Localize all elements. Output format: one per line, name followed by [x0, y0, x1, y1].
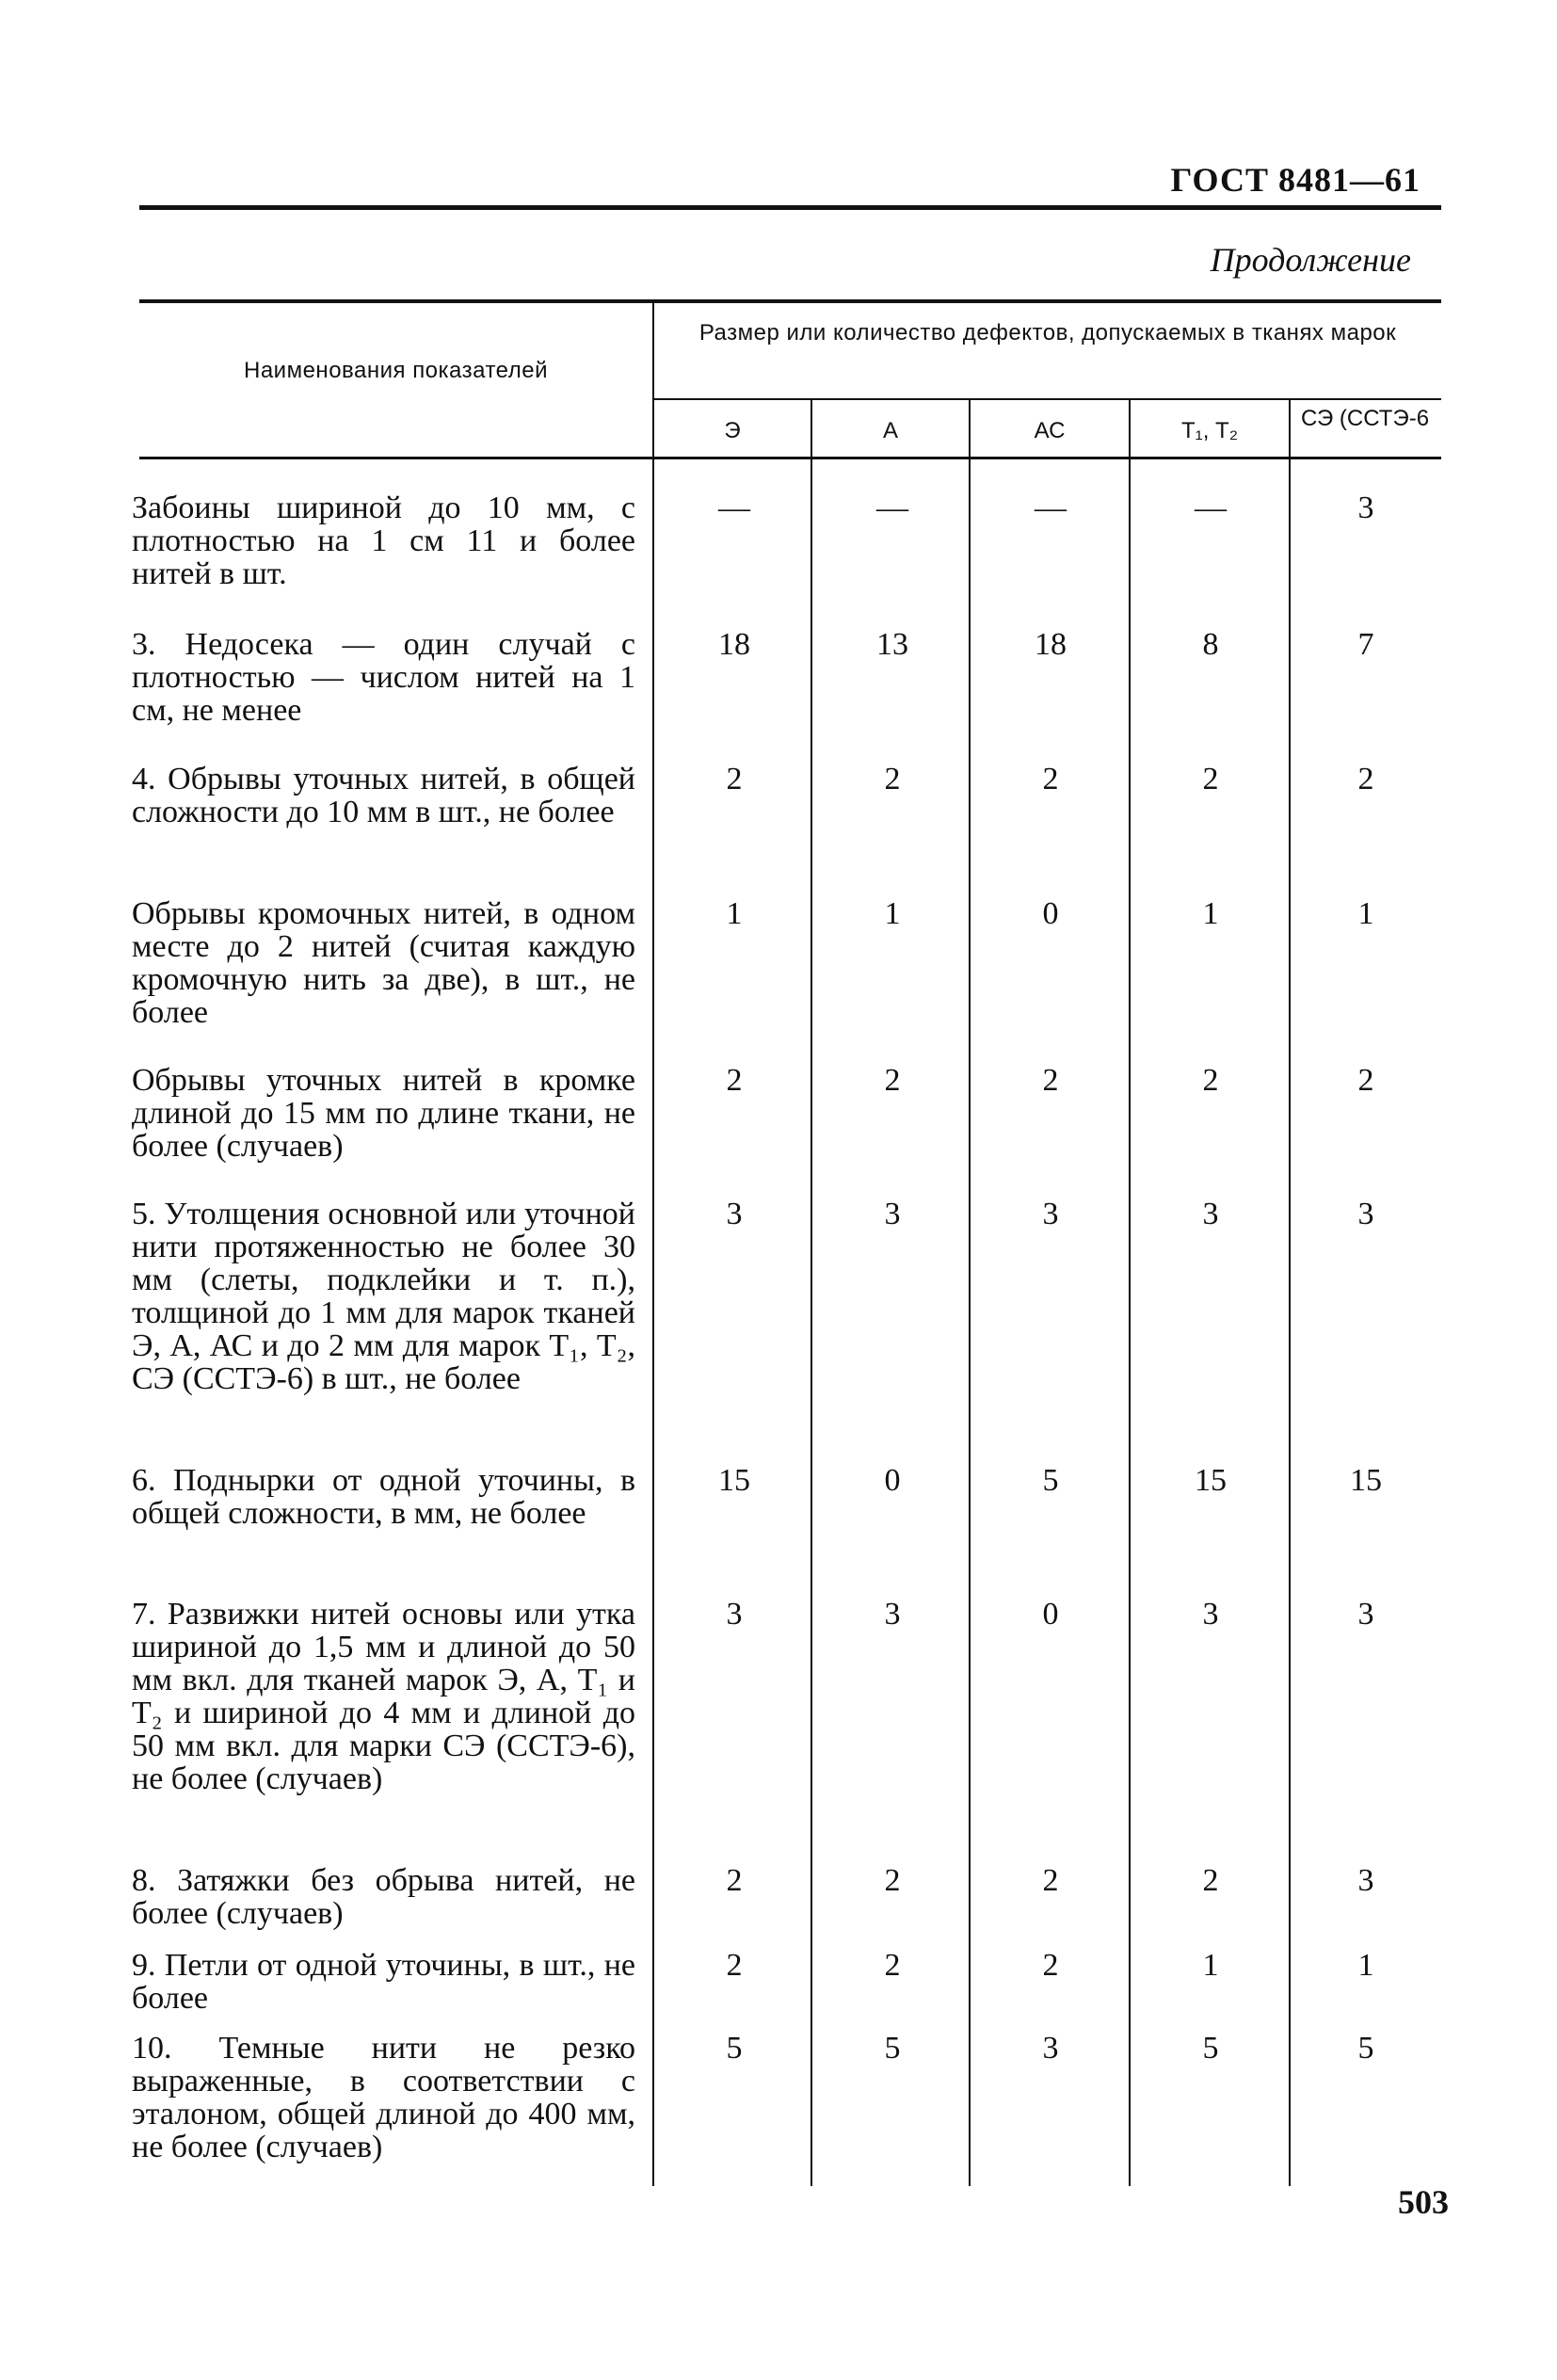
value-se: 15: [1350, 1463, 1382, 1498]
value-a: 13: [876, 627, 908, 662]
indicator-name: Обрывы кромочных нитей, в одном месте до 2 нитей (считая каждую кромочную нить за две), в шт., не более: [132, 896, 635, 1030]
header-rule: [139, 205, 1441, 210]
value-t1-t2: 1: [1202, 896, 1219, 931]
value-t1-t2: 5: [1202, 2031, 1219, 2066]
value-as: 18: [1035, 627, 1067, 662]
value-t1-t2: 2: [1202, 762, 1219, 796]
value-a: 2: [884, 762, 901, 796]
indicator-name: Забоины шириной до 10 мм, с плотностью на 1 см 11 и более нитей в шт.: [132, 490, 635, 591]
column-divider: [969, 400, 971, 2186]
value-as: 2: [1042, 1063, 1059, 1098]
value-a: 5: [884, 2031, 901, 2066]
value-t1-t2: 8: [1202, 627, 1219, 662]
value-se: 1: [1357, 896, 1374, 931]
indicator-name: Обрывы уточных нитей в кромке длиной до 15 мм по длине ткани, не более (случаев): [132, 1063, 635, 1164]
value-se: 3: [1357, 1197, 1374, 1231]
value-se: 2: [1357, 762, 1374, 796]
value-as: 3: [1042, 2031, 1059, 2066]
document-code: ГОСТ 8481—61: [1170, 161, 1421, 199]
value-e: —: [718, 490, 750, 525]
indicator-name: 6. Поднырки от одной уточины, в общей сложности, в мм, не более: [132, 1463, 635, 1531]
value-a: 0: [884, 1463, 901, 1498]
value-t1-t2: 2: [1202, 1863, 1219, 1898]
column-header-defect-size: Размер или количество дефектов, допускаемых в тканях марок: [698, 320, 1397, 346]
value-t1-t2: —: [1195, 490, 1227, 525]
value-a: —: [876, 490, 908, 525]
indicator-name: 8. Затяжки без обрыва нитей, не более (случаев): [132, 1863, 635, 1931]
value-as: —: [1035, 490, 1067, 525]
value-e: 15: [718, 1463, 750, 1498]
value-e: 1: [726, 896, 743, 931]
indicator-name: 10. Темные нити не резко выраженные, в соответствии с эталоном, общей длиной до 400 мм, не более (случаев): [132, 2031, 635, 2164]
value-a: 1: [884, 896, 901, 931]
value-as: 2: [1042, 762, 1059, 796]
value-as: 3: [1042, 1197, 1059, 1231]
grade-header-t1-t2: Т₁, Т₂: [1180, 418, 1239, 443]
value-se: 3: [1357, 1597, 1374, 1632]
value-as: 2: [1042, 1948, 1059, 1983]
value-e: 2: [726, 762, 743, 796]
value-se: 1: [1357, 1948, 1374, 1983]
page-number: 503: [1398, 2183, 1449, 2221]
value-as: 2: [1042, 1863, 1059, 1898]
indicator-name: 4. Обрывы уточных нитей, в общей сложности до 10 мм в шт., не более: [132, 762, 635, 829]
value-t1-t2: 3: [1202, 1197, 1219, 1231]
value-as: 0: [1042, 1597, 1059, 1632]
value-e: 18: [718, 627, 750, 662]
header-bottom-rule: [139, 457, 1441, 459]
indicator-name: 3. Недосека — один случай с плотностью — числом нитей на 1 см, не менее: [132, 627, 635, 728]
continuation-label: Продолжение: [1210, 241, 1411, 279]
value-t1-t2: 1: [1202, 1948, 1219, 1983]
grade-header-e: Э: [724, 418, 741, 443]
indicator-name: 9. Петли от одной уточины, в шт., не более: [132, 1948, 635, 2016]
grade-header-as: АС: [1034, 418, 1066, 443]
value-as: 5: [1042, 1463, 1059, 1498]
value-a: 2: [884, 1863, 901, 1898]
column-divider: [1289, 400, 1291, 2186]
indicator-name: 5. Утолщения основной или уточной нити протяженностью не более 30 мм (слеты, подклейки и т. п.), толщиной до 1 мм для марок тканей Э, А, АС и до 2 мм для марок Т₁, Т₂, СЭ (ССТЭ-6) в шт., не более: [132, 1197, 635, 1396]
value-a: 3: [884, 1197, 901, 1231]
value-e: 2: [726, 1863, 743, 1898]
value-as: 0: [1042, 896, 1059, 931]
value-se: 7: [1357, 627, 1374, 662]
value-e: 5: [726, 2031, 743, 2066]
column-divider: [1129, 400, 1131, 2186]
indicator-name: 7. Развижки нитей основы или утка шириной до 1,5 мм и длиной до 50 мм вкл. для тканей марок Э, А, Т₁ и Т₂ и шириной до 4 мм и длиной до 50 мм вкл. для марки СЭ (ССТЭ-6), не более (случаев): [132, 1597, 635, 1796]
value-se: 5: [1357, 2031, 1374, 2066]
grade-header-se: СЭ (ССТЭ-6: [1300, 406, 1430, 431]
grade-header-a: А: [882, 418, 898, 443]
column-divider: [811, 400, 812, 2186]
column-divider: [652, 303, 654, 2186]
value-e: 3: [726, 1597, 743, 1632]
value-a: 3: [884, 1597, 901, 1632]
value-t1-t2: 2: [1202, 1063, 1219, 1098]
column-header-indicators: Наименования показателей: [244, 358, 548, 383]
value-e: 2: [726, 1063, 743, 1098]
value-t1-t2: 3: [1202, 1597, 1219, 1632]
subheader-rule: [654, 398, 1441, 400]
value-e: 3: [726, 1197, 743, 1231]
value-e: 2: [726, 1948, 743, 1983]
value-se: 3: [1357, 490, 1374, 525]
value-a: 2: [884, 1948, 901, 1983]
value-a: 2: [884, 1063, 901, 1098]
value-se: 2: [1357, 1063, 1374, 1098]
value-se: 3: [1357, 1863, 1374, 1898]
table-top-rule: [139, 299, 1441, 303]
value-t1-t2: 15: [1195, 1463, 1227, 1498]
